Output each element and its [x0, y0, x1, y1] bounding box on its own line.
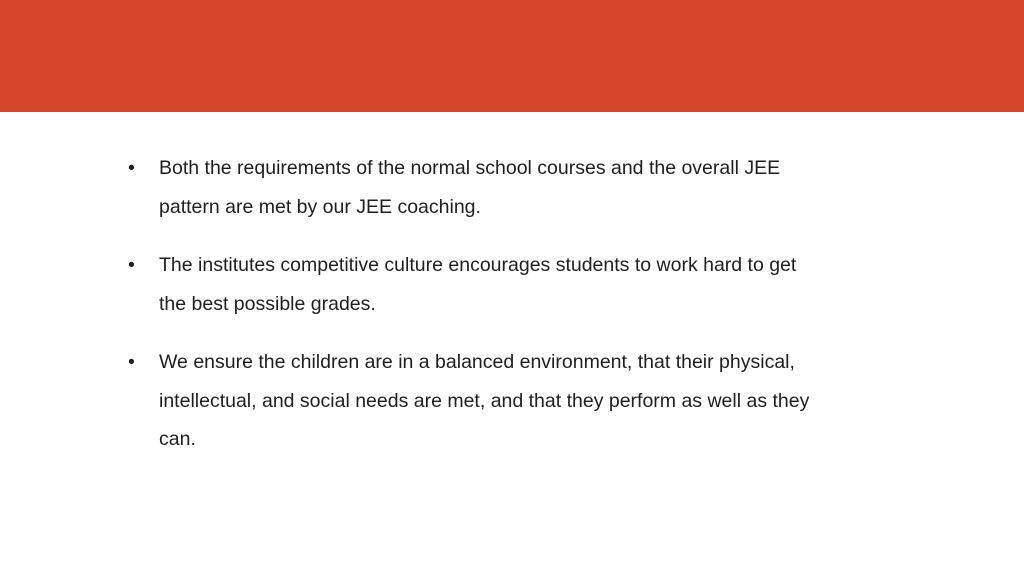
bullet-icon: •: [128, 157, 135, 179]
header-band: [0, 0, 1024, 112]
bullet-icon: •: [128, 254, 135, 276]
bullet-icon: •: [128, 351, 135, 373]
bullet-item: [128, 246, 828, 323]
bullet-text: We ensure the children are in a balanced environment, that their physical, intellectual, and social needs are met, and that they perform as well as they can.: [159, 351, 810, 450]
bullet-text: Both the requirements of the normal school courses and the overall JEE pattern are met by our JEE coaching.: [159, 157, 781, 218]
bullet-text: The institutes competitive culture encourages students to work hard to get the best possible grades.: [159, 254, 797, 315]
bullet-item: [128, 343, 828, 459]
bullet-item: [128, 149, 828, 226]
bullet-list: [128, 149, 828, 479]
